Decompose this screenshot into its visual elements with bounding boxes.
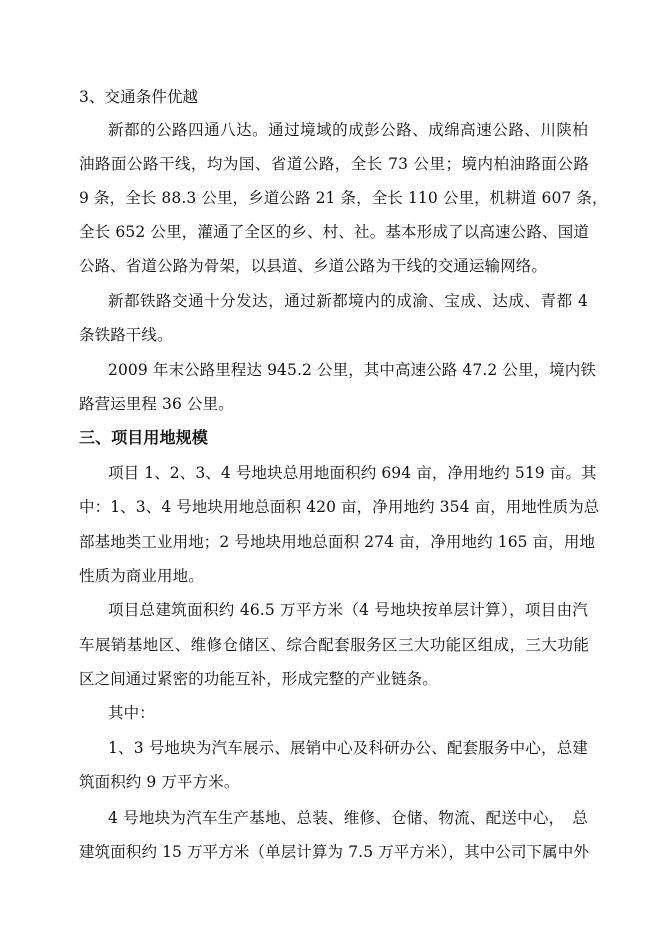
paragraph-line: 项目 1、2、3、4 号地块总用地面积约 694 亩，净用地约 519 亩。其: [108, 464, 597, 482]
paragraph-line: 路营运里程 36 公里。: [79, 395, 234, 413]
paragraph-line: 全长 652 公里，灌通了全区的乡、村、社。基本形成了以高速公路、国道: [79, 223, 589, 241]
section-heading-land-scale: 三、项目用地规模: [79, 428, 208, 447]
paragraph-line: 条铁路干线。: [79, 326, 173, 344]
paragraph-line: 油路面公路干线，均为国、省道公路，全长 73 公里；境内柏油路面公路: [79, 155, 589, 173]
paragraph-line: 2009 年末公路里程达 945.2 公里，其中高速公路 47.2 公里，境内铁: [108, 361, 596, 379]
paragraph-line: 区之间通过紧密的功能互补，形成完整的产业链条。: [79, 670, 438, 688]
paragraph-line: 新都的公路四通八达。通过境域的成彭公路、成绵高速公路、川陕柏: [108, 121, 588, 139]
paragraph-line: 9 条，全长 88.3 公里，乡道公路 21 条，全长 110 公里，机耕道 607 条，: [79, 189, 608, 207]
paragraph-line: 车展销基地区、维修仓储区、综合配套服务区三大功能区组成，三大功能: [79, 636, 589, 654]
section-title-traffic: 3、交通条件优越: [79, 88, 199, 106]
paragraph-line: 新都铁路交通十分发达，通过新都境内的成渝、宝成、达成、青都 4: [108, 292, 588, 310]
paragraph-line: 筑面积约 9 万平方米。: [79, 773, 240, 791]
paragraph-line: 其中：: [108, 704, 155, 722]
paragraph-line: 中：1、3、4 号地块用地总面积 420 亩，净用地约 354 亩，用地性质为总: [79, 498, 600, 516]
paragraph-line: 建筑面积约 15 万平方米（单层计算为 7.5 万平方米），其中公司下属中外: [79, 843, 589, 861]
paragraph-line: 项目总建筑面积约 46.5 万平方米（4 号地块按单层计算），项目由汽: [108, 601, 588, 619]
paragraph-line: 公路、省道公路为骨架，以县道、乡道公路为干线的交通运输网络。: [79, 257, 548, 275]
paragraph-line: 部基地类工业用地；2 号地块用地总面积 274 亩，净用地约 165 亩，用地: [79, 533, 596, 551]
paragraph-line: 1、3 号地块为汽车展示、展销中心及科研办公、配套服务中心，总建: [108, 739, 588, 757]
paragraph-line: 4 号地块为汽车生产基地、总装、维修、仓储、物流、配送中心， 总: [108, 809, 588, 827]
paragraph-line: 性质为商业用地。: [79, 567, 204, 585]
